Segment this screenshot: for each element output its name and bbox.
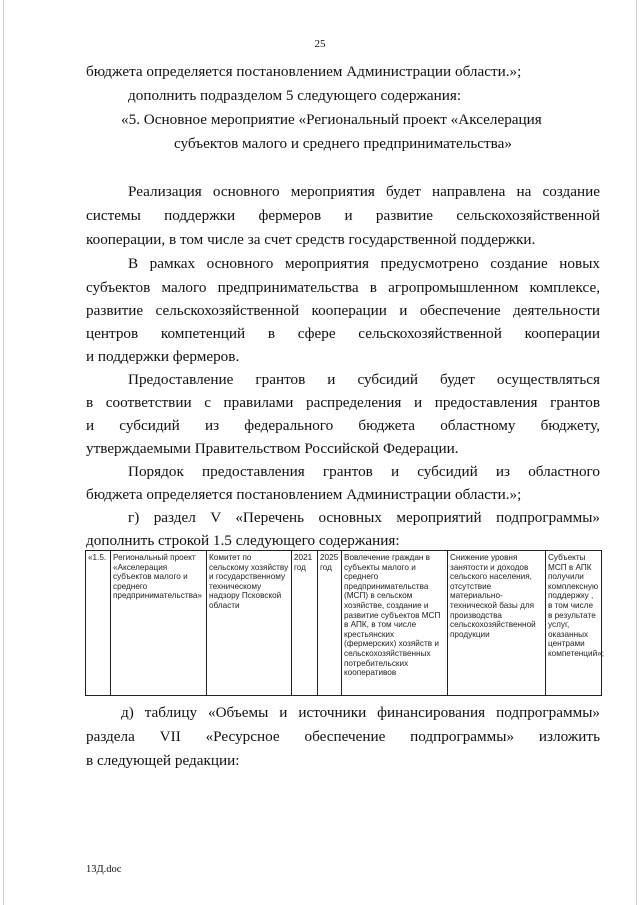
text-line: В рамках основного мероприятия предусмотрено создание новых [128, 255, 600, 272]
text-line: д) таблицу «Объемы и источники финансирования подпрограммы» [121, 704, 600, 721]
table-cell-start-year: 2021 год [292, 551, 318, 696]
text-line: Предоставление грантов и субсидий будет осуществляться [128, 371, 600, 388]
section-heading: субъектов малого и среднего предпринимательства» [173, 135, 512, 152]
text-line: субъектов малого предпринимательства в агропромышленном комплексе, [86, 279, 600, 296]
text-line: Порядок предоставления грантов и субсидий из областного [128, 463, 600, 480]
text-line: бюджета определяется постановлением Администрации области.»; [86, 486, 522, 503]
text-line: в соответствии с правилами распределения и предоставления грантов [86, 394, 600, 411]
text-line: раздела VII «Ресурсное обеспечение подпрограммы» изложить [86, 728, 600, 745]
table-cell-content: Вовлечение граждан в субъекты малого и среднего предпринимательства (МСП) в сельском хозяйстве, создание и развитие субъектов МСП в АПК, в том числе крестьянских (фермерских) хозяйств и сельскохозяйственных потребительских кооперативов [342, 551, 448, 696]
scan-edge-left [3, 0, 4, 905]
table-cell-executor: Комитет по сельскому хозяйству и государственному техническому надзору Псковской области [207, 551, 292, 696]
text-line: и субсидий из федерального бюджета областному бюджету, [86, 417, 600, 434]
text-line: и поддержки фермеров. [86, 348, 240, 365]
text-line: бюджета определяется постановлением Администрации области.»; [86, 63, 522, 80]
text-line: Реализация основного мероприятия будет направлена на создание [128, 183, 600, 200]
text-line: г) раздел V «Перечень основных мероприятий подпрограммы» [128, 509, 600, 526]
table-row [86, 551, 602, 696]
table-row-1-5 [85, 550, 602, 696]
text-line: в следующей редакции: [86, 752, 240, 769]
text-line: центров компетенций в сфере сельскохозяйственной кооперации [86, 325, 600, 342]
scan-edge-right [636, 0, 637, 905]
text-line: кооперации, в том числе за счет средств государственной поддержки. [86, 231, 536, 248]
table-cell-end-year: 2025 год [318, 551, 342, 696]
table-cell-result: Субъекты МСП в АПК получили комплексную поддержку , в том числе в результате услуг, оказанных центрами компетенций»; [546, 551, 602, 696]
text-line: развитие сельскохозяйственной кооперации и обеспечение деятельности [86, 302, 600, 319]
table-cell-name: Региональный проект «Акселерация субъектов малого и среднего предпринимательства» [111, 551, 207, 696]
table-cell-number: «1.5. [86, 551, 111, 696]
file-name-footer: 13Д.doc [86, 864, 122, 875]
page-number: 25 [314, 38, 326, 50]
text-line: дополнить строкой 1.5 следующего содержания: [86, 532, 400, 549]
text-line: дополнить подразделом 5 следующего содержания: [128, 87, 462, 104]
section-heading: «5. Основное мероприятие «Региональный проект «Акселерация [121, 111, 542, 128]
text-line: системы поддержки фермеров и развитие сельскохозяйственной [86, 207, 600, 224]
text-line: утверждаемыми Правительством Российской Федерации. [86, 440, 459, 457]
table-cell-consequences: Снижение уровня занятости и доходов сельского населения, отсутствие материально-технической базы для производства сельскохозяйственной продукции [448, 551, 546, 696]
